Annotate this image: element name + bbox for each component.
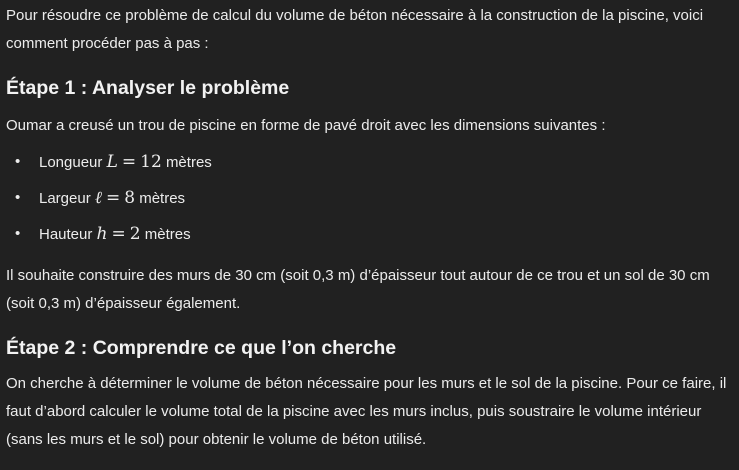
dimension-label: Largeur bbox=[39, 190, 91, 207]
step2-description: On cherche à déterminer le volume de béton nécessaire pour les murs et le sol de la piscine. Pour ce faire, il faut d’abord calculer le volume total de la piscine avec les murs inclus, puis soustraire le volume intérieur (sans les murs et le sol) pour obtenir le volume de béton utilisé. bbox=[6, 375, 727, 448]
bullet-icon: • bbox=[15, 225, 21, 242]
dimension-symbol: h bbox=[96, 224, 108, 244]
step2-heading: Étape 2 : Comprendre ce que l’on cherche bbox=[6, 337, 397, 359]
dimension-symbol: L bbox=[106, 152, 118, 172]
dimension-formula bbox=[107, 152, 162, 172]
list-item-largeur bbox=[6, 184, 729, 220]
equals-sign: = bbox=[105, 188, 121, 208]
dimension-unit: mètres bbox=[144, 226, 191, 243]
dimension-value: 8 bbox=[124, 188, 136, 208]
bullet-icon: • bbox=[15, 153, 21, 170]
list-item-hauteur bbox=[6, 220, 729, 256]
dimensions-list bbox=[6, 148, 729, 256]
equals-sign: = bbox=[111, 224, 126, 244]
bullet-icon: • bbox=[15, 189, 21, 206]
dimension-value: 2 bbox=[129, 224, 141, 244]
dimension-symbol: ℓ bbox=[94, 188, 102, 208]
intro-paragraph: Pour résoudre ce problème de calcul du volume de béton nécessaire à la construction de la piscine, voici comment procéder pas à pas : bbox=[6, 7, 704, 52]
dimension-label: Hauteur bbox=[39, 226, 93, 243]
walls-paragraph: Il souhaite construire des murs de 30 cm (soit 0,3 m) d’épaisseur tout autour de ce trou et un sol de 30 cm (soit 0,3 m) d’épaisseur également. bbox=[6, 267, 710, 312]
dimension-value: 12 bbox=[140, 152, 162, 172]
dimension-unit: mètres bbox=[139, 190, 186, 207]
dimension-formula bbox=[95, 188, 135, 208]
step1-heading: Étape 1 : Analyser le problème bbox=[6, 77, 290, 99]
dimension-unit: mètres bbox=[165, 154, 212, 171]
step1-description: Oumar a creusé un trou de piscine en forme de pavé droit avec les dimensions suivantes : bbox=[6, 117, 606, 134]
equals-sign: = bbox=[121, 152, 137, 172]
dimension-formula bbox=[97, 224, 141, 244]
dimension-label: Longueur bbox=[39, 154, 103, 171]
list-item-longueur bbox=[6, 148, 729, 184]
